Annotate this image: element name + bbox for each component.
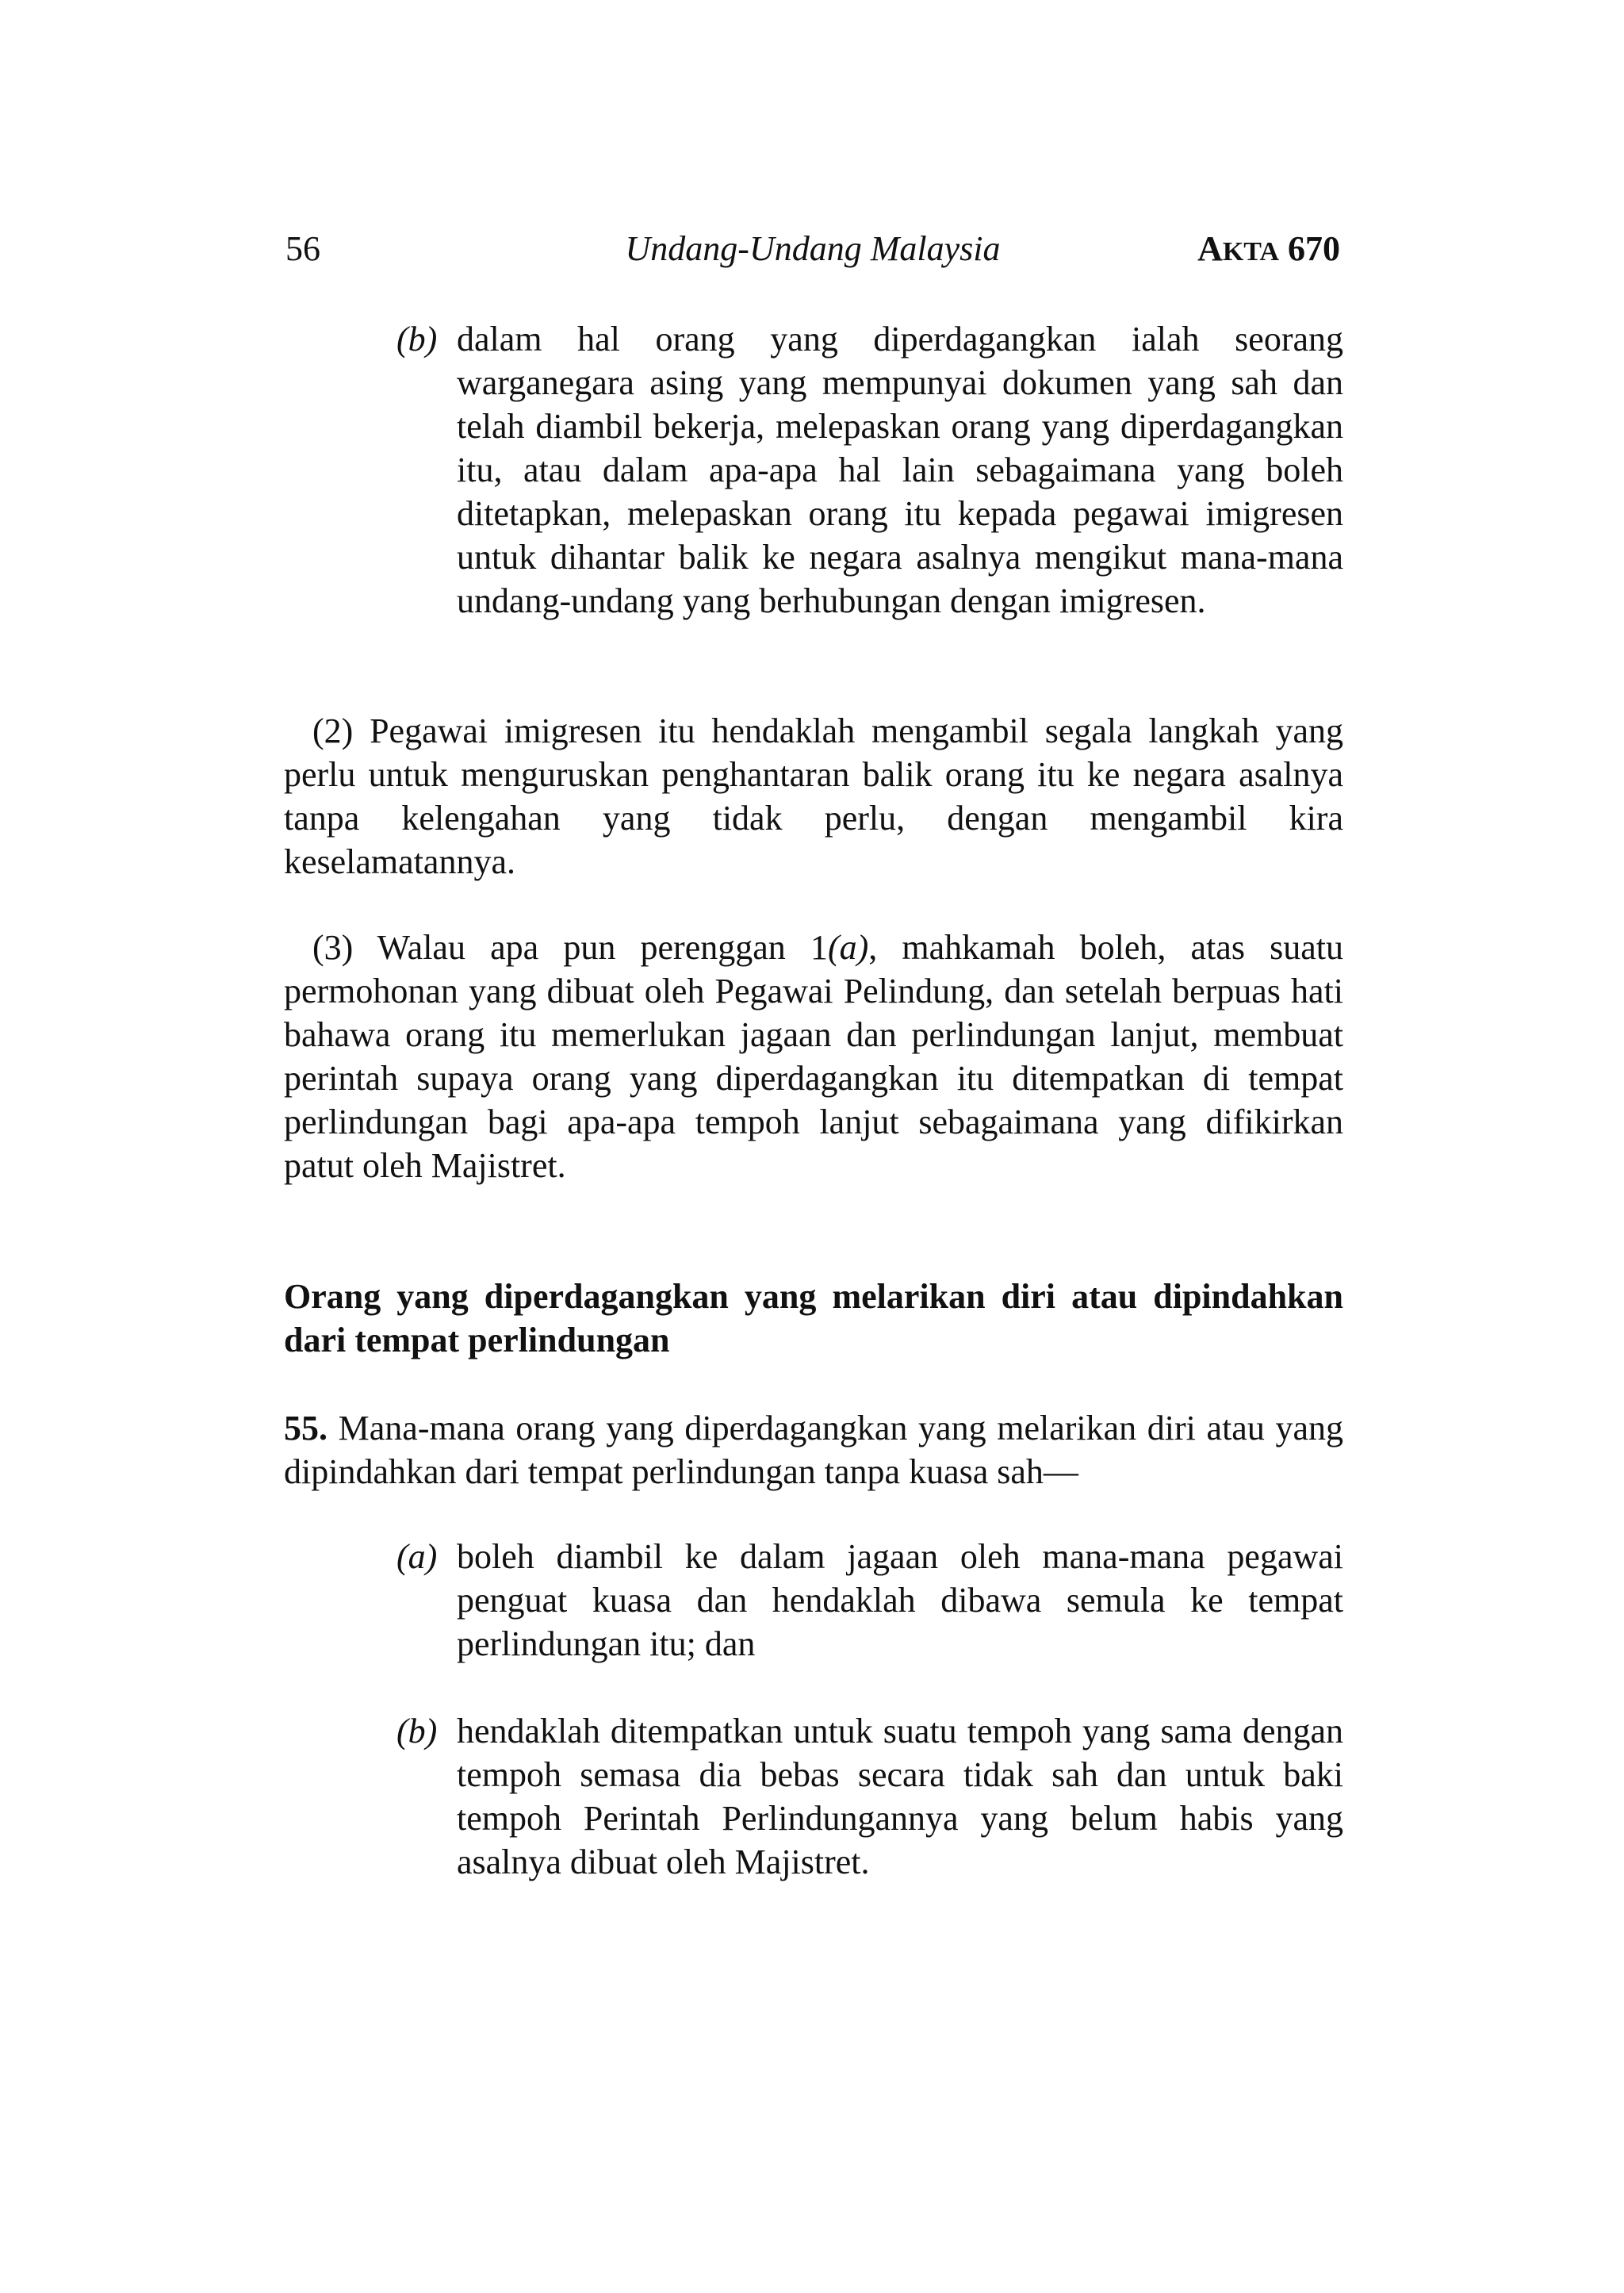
act-id-smallcaps: KTA: [1222, 237, 1279, 266]
section-number: 55.: [284, 1409, 327, 1448]
section-55-item-b: [396, 1709, 1343, 1884]
item-text: boleh diambil ke dalam jagaan oleh mana-mana pegawai penguat kuasa dan hendaklah dibawa semula ke tempat perlindungan itu; dan: [457, 1537, 1343, 1663]
item-marker: (a): [396, 1537, 438, 1576]
section-55-intro-body: Mana-mana orang yang diperdagangkan yang melarikan diri atau yang dipindahkan dari tempat perlindungan tanpa kuasa sah—: [284, 1409, 1343, 1491]
item-marker: (b): [396, 1712, 438, 1750]
subsection-3-text: [284, 926, 1343, 1187]
act-identifier: [1197, 228, 1340, 269]
act-id-initial: A: [1197, 229, 1223, 268]
item-text: dalam hal orang yang diperdagangkan ialah seorang warganegara asing yang mempunyai dokumen yang sah dan telah diambil bekerja, melepaskan orang yang diperdagangkan itu, atau dalam apa-apa hal lain sebagaimana yang boleh ditetapkan, melepaskan orang itu kepada pegawai imigresen untuk dihantar balik ke negara asalnya mengikut mana-mana undang-undang yang berhubungan dengan imigresen.: [457, 320, 1343, 620]
item-text: hendaklah ditempatkan untuk suatu tempoh yang sama dengan tempoh semasa dia bebas secara tidak sah dan untuk baki tempoh Perintah Perlindungannya yang belum habis yang asalnya dibuat oleh Majistret.: [457, 1712, 1343, 1881]
subsection-3-text-after: , mahkamah boleh, atas suatu permohonan yang dibuat oleh Pegawai Pelindung, dan setelah berpuas hati bahawa orang itu memerlukan jagaan dan perlindungan lanjut, membuat perintah supaya orang yang diperdagangkan itu ditempatkan di tempat perlindungan bagi apa-apa tempoh lanjut sebagaimana yang difikirkan patut oleh Majistret.: [284, 928, 1343, 1185]
act-id-number: 670: [1288, 229, 1340, 268]
item-marker: (b): [396, 320, 438, 359]
subsection-3: [284, 926, 1343, 1187]
subsection-2-text: (2) Pegawai imigresen itu hendaklah mengambil segala langkah yang perlu untuk menguruskan penghantaran balik orang itu ke negara asalnya tanpa kelengahan yang tidak perlu, dengan mengambil kira keselamatannya.: [284, 711, 1343, 881]
subsection-3-text-before: (3) Walau apa pun perenggan 1: [312, 928, 828, 967]
page-header: [285, 228, 1340, 276]
subsection-2: [284, 709, 1343, 884]
section-55-item-a: [396, 1535, 1343, 1666]
subsection-3-paragraph-ref: (a): [827, 928, 869, 967]
page-number: 56: [285, 229, 320, 268]
section-55-intro: [284, 1406, 1343, 1494]
paragraph-item-b-top: [396, 317, 1343, 623]
running-title: Undang-Undang Malaysia: [625, 229, 1001, 268]
section-55-heading: Orang yang diperdagangkan yang melarikan diri atau dipindahkan dari tempat perlindungan: [284, 1277, 1343, 1359]
section-55-intro-text: [284, 1406, 1343, 1494]
